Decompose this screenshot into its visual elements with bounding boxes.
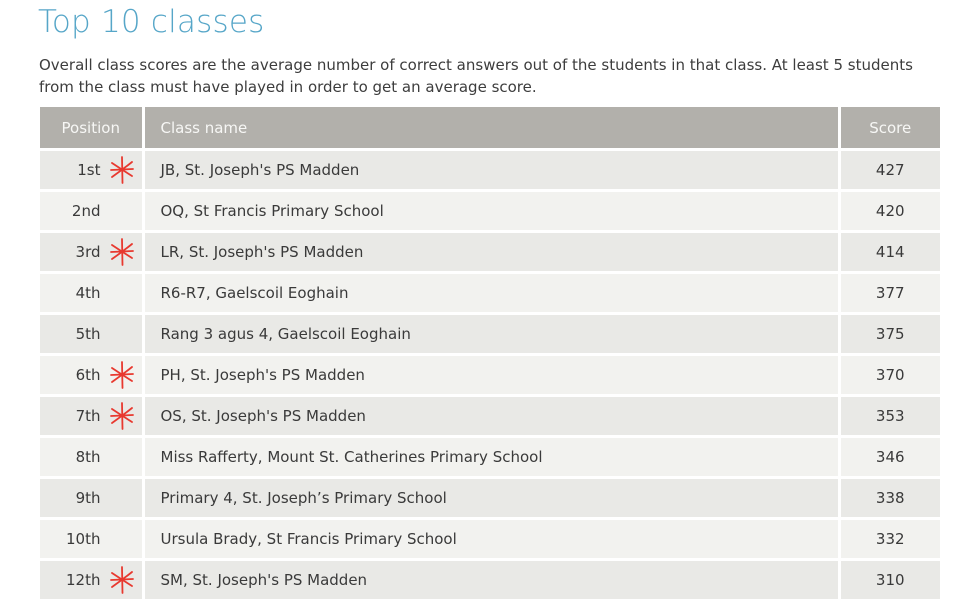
score-cell: 338 (839, 478, 940, 519)
class-name-cell: LR, St. Joseph's PS Madden (143, 232, 839, 273)
position-cell (40, 519, 143, 560)
position-label: 9th (75, 489, 101, 507)
class-name-cell: Primary 4, St. Joseph’s Primary School (143, 478, 839, 519)
class-name-cell: OS, St. Joseph's PS Madden (143, 396, 839, 437)
page-title: Top 10 classes (38, 4, 265, 40)
position-label: 7th (75, 407, 101, 425)
position-label: 8th (75, 448, 101, 466)
position-cell (40, 355, 143, 396)
position-label: 3rd (75, 243, 101, 261)
position-cell (40, 560, 143, 600)
table-body (40, 150, 940, 600)
score-cell: 427 (839, 150, 940, 191)
score-cell: 420 (839, 191, 940, 232)
table-row (40, 560, 940, 600)
score-cell: 414 (839, 232, 940, 273)
class-name-cell: PH, St. Joseph's PS Madden (143, 355, 839, 396)
class-name-cell: JB, St. Joseph's PS Madden (143, 150, 839, 191)
position-cell (40, 396, 143, 437)
position-cell (40, 437, 143, 478)
table-row (40, 314, 940, 355)
position-cell (40, 232, 143, 273)
class-name-cell: Rang 3 agus 4, Gaelscoil Eoghain (143, 314, 839, 355)
score-cell: 377 (839, 273, 940, 314)
page-description: Overall class scores are the average number of correct answers out of the students in that class. At least 5 students from the class must have played in order to get an average score. (39, 56, 913, 96)
position-cell (40, 191, 143, 232)
class-name-cell: R6-R7, Gaelscoil Eoghain (143, 273, 839, 314)
score-cell: 353 (839, 396, 940, 437)
asterisk-icon (109, 401, 135, 431)
position-label: 10th (66, 530, 101, 548)
class-name-cell: SM, St. Joseph's PS Madden (143, 560, 839, 600)
scores-table (40, 107, 940, 599)
asterisk-icon (109, 360, 135, 390)
table-row (40, 273, 940, 314)
position-cell (40, 314, 143, 355)
class-name-cell: Miss Rafferty, Mount St. Catherines Primary School (143, 437, 839, 478)
position-label: 12th (66, 571, 101, 589)
position-label: 2nd (71, 202, 101, 220)
header-score: Score (839, 107, 940, 150)
class-name-cell: Ursula Brady, St Francis Primary School (143, 519, 839, 560)
score-cell: 310 (839, 560, 940, 600)
table-row (40, 478, 940, 519)
table-row (40, 355, 940, 396)
table-row (40, 232, 940, 273)
position-label: 4th (75, 284, 101, 302)
position-label: 5th (75, 325, 101, 343)
header-position: Position (40, 107, 143, 150)
header-class-name: Class name (143, 107, 839, 150)
table-row (40, 519, 940, 560)
position-label: 1st (77, 161, 101, 179)
table-row (40, 437, 940, 478)
score-cell: 370 (839, 355, 940, 396)
position-cell (40, 478, 143, 519)
score-cell: 346 (839, 437, 940, 478)
asterisk-icon (109, 565, 135, 595)
class-name-cell: OQ, St Francis Primary School (143, 191, 839, 232)
table-row (40, 150, 940, 191)
position-cell (40, 273, 143, 314)
score-cell: 332 (839, 519, 940, 560)
score-cell: 375 (839, 314, 940, 355)
table-row (40, 191, 940, 232)
position-label: 6th (75, 366, 101, 384)
table-header-row (40, 107, 940, 150)
position-cell (40, 150, 143, 191)
asterisk-icon (109, 155, 135, 185)
asterisk-icon (109, 237, 135, 267)
table-row (40, 396, 940, 437)
